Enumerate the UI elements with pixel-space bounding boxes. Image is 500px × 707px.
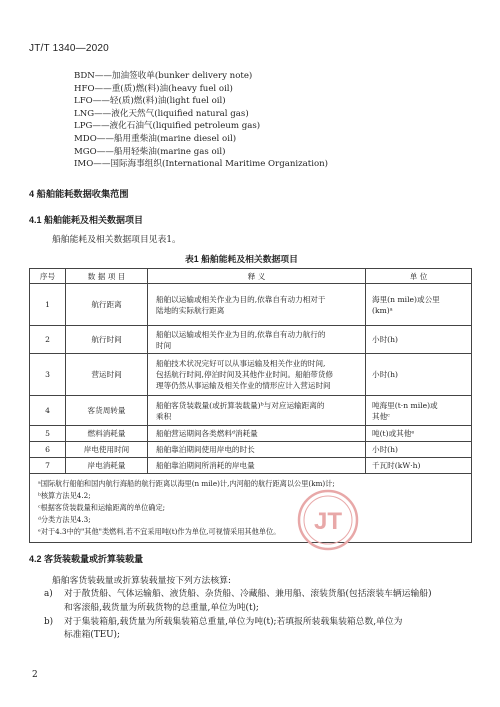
cell-definition	[148, 284, 366, 326]
list-item-label: b)	[44, 616, 54, 627]
cell-no: 3	[30, 354, 66, 396]
table-note: ᵈ分类方法见4.3;	[38, 515, 91, 524]
list-item-text: 标准箱(TEU);	[64, 630, 120, 640]
unit-line: 小时(h)	[372, 335, 399, 344]
definition-line: 陆地的实际航行距离	[156, 305, 225, 315]
table-note: ᵉ对于4.3中的"其他"类燃料,若不宜采用吨(t)作为单位,可视情采用其他单位。	[38, 527, 281, 536]
definition-line: 船舶以运输或相关作业为目的,依靠自有动力相对于	[156, 294, 326, 304]
list-item-label: a)	[44, 589, 53, 599]
table-notes-row	[30, 474, 472, 543]
cell-no: 7	[30, 458, 66, 474]
cell-no: 4	[30, 396, 66, 426]
cell-unit	[366, 396, 472, 426]
section-4-1-text: 船舶能耗及相关数据项目见表1。	[52, 235, 181, 245]
unit-line: 小时(h)	[372, 370, 399, 379]
header-definition: 释 义	[148, 269, 366, 284]
definition-line: 船舶靠泊期间所消耗的岸电量	[156, 461, 255, 470]
table-row	[30, 458, 472, 474]
abbreviation-item: MDO——船用重柴油(marine diesel oil)	[74, 134, 237, 144]
cell-no: 6	[30, 442, 66, 458]
abbreviation-item: MGO——船用轻柴油(marine gas oil)	[74, 146, 226, 157]
definition-line: 船舶客货装载量(或折算装载量)ᵇ与对应运输距离的	[156, 400, 325, 410]
header-item: 数 据 项 目	[66, 269, 148, 284]
unit-line: 吨(t)或其他ᵉ	[372, 429, 415, 438]
cell-definition	[148, 458, 366, 474]
cell-definition	[148, 442, 366, 458]
cell-no: 1	[30, 284, 66, 326]
cell-unit	[366, 442, 472, 458]
table-notes	[30, 474, 472, 543]
cell-unit	[366, 354, 472, 396]
abbreviation-item: HFO——重(质)燃(料)油(heavy fuel oil)	[74, 83, 233, 94]
cell-item: 燃料消耗量	[66, 426, 148, 442]
definition-line: 包括航行时间,停泊时间及其他作业时间。船舶带货修	[156, 370, 334, 379]
cell-item: 航行时间	[66, 326, 148, 354]
definition-line: 船舶技术状况完好可以从事运输及相关作业的时间,	[156, 359, 326, 368]
table-note: ᵇ核算方法见4.2;	[38, 491, 91, 500]
unit-line: 小时(h)	[372, 445, 399, 454]
table-note: ᵃ国际航行船舶和国内航行海船的航行距离以海里(n mile)计,内河船的航行距离以公里(km)计;	[38, 479, 335, 488]
cell-item: 营运时间	[66, 354, 148, 396]
cell-definition	[148, 426, 366, 442]
cell-unit	[366, 326, 472, 354]
unit-line: 千瓦时(kW·h)	[372, 461, 421, 470]
abbreviation-item: BDN——加油签收单(bunker delivery note)	[74, 71, 253, 81]
section-4-2-heading: 4.2 客货装载量或折算装载量	[29, 554, 144, 564]
cell-definition	[148, 396, 366, 426]
watermark-stamp-icon	[296, 488, 360, 552]
table-row	[30, 354, 472, 396]
unit-line: 海里(n mile)或公里	[372, 294, 440, 304]
header-unit: 单 位	[366, 269, 472, 284]
definition-line: 船舶营运期间各类燃料ᵈ消耗量	[156, 429, 258, 438]
definition-line: 船舶靠泊期间使用岸电的时长	[156, 445, 255, 454]
cell-no: 2	[30, 326, 66, 354]
cell-item: 客货周转量	[66, 396, 148, 426]
definition-line: 理等仍然从事运输及相关作业的情形应计入营运时间	[156, 381, 331, 390]
cell-definition	[148, 326, 366, 354]
abbreviation-item: LPG——液化石油气(liquified petroleum gas)	[74, 121, 261, 132]
header-no: 序号	[30, 269, 66, 284]
cell-no: 5	[30, 426, 66, 442]
cell-item: 岸电消耗量	[66, 458, 148, 474]
cell-item: 岸电使用时间	[66, 442, 148, 458]
table-row	[30, 426, 472, 442]
section-4-1-heading: 4.1 船舶能耗及相关数据项目	[29, 215, 144, 225]
table-caption: 表1 船舶能耗及相关数据项目	[185, 254, 298, 264]
cell-unit	[366, 458, 472, 474]
definition-line: 船舶以运输或相关作业为目的,依靠自有动力航行的	[156, 329, 326, 339]
section-4-heading: 4 船舶能耗数据收集范围	[29, 189, 129, 199]
list-item-text: 对于散货船、气体运输船、液货船、杂货船、冷藏船、兼用船、滚装货船(包括滚装车辆运输船)	[64, 589, 432, 599]
unit-line: 吨海里(t·n mile)或	[372, 400, 438, 410]
list-item-text: 和客滚船,载货量为所载货物的总重量,单位为吨(t);	[64, 602, 259, 613]
standard-code: JT/T 1340—2020	[29, 43, 109, 54]
list-item-text: 对于集装箱船,载货量为所载集装箱总重量,单位为吨(t);若填报所装载集装箱总数,单位为	[64, 616, 403, 627]
svg-text:JT: JT	[313, 508, 343, 535]
unit-line: (km)ᵃ	[372, 305, 393, 315]
table-row	[30, 326, 472, 354]
abbreviation-item: LNG——液化天然气(liquified natural gas)	[74, 108, 249, 119]
table-note: ᶜ根据客货装载量和运输距离的单位确定;	[38, 503, 166, 512]
cell-item: 航行距离	[66, 284, 148, 326]
table-row	[30, 396, 472, 426]
definition-line: 时间	[156, 340, 172, 350]
cell-unit	[366, 284, 472, 326]
abbreviation-item: IMO——国际海事组织(International Maritime Organization)	[74, 159, 329, 170]
unit-line: 其他ᶜ	[372, 411, 390, 421]
energy-data-table	[29, 268, 472, 543]
table-header-row	[30, 269, 472, 284]
definition-line: 乘积	[156, 411, 172, 421]
cell-definition	[148, 354, 366, 396]
table-row	[30, 442, 472, 458]
cell-unit	[366, 426, 472, 442]
page-number: 2	[32, 670, 38, 680]
table-row	[30, 284, 472, 326]
section-4-2-intro: 船舶客货装载量或折算装载量按下列方法核算:	[52, 576, 231, 586]
abbreviation-item: LFO——轻(质)燃(料)油(light fuel oil)	[74, 96, 226, 107]
